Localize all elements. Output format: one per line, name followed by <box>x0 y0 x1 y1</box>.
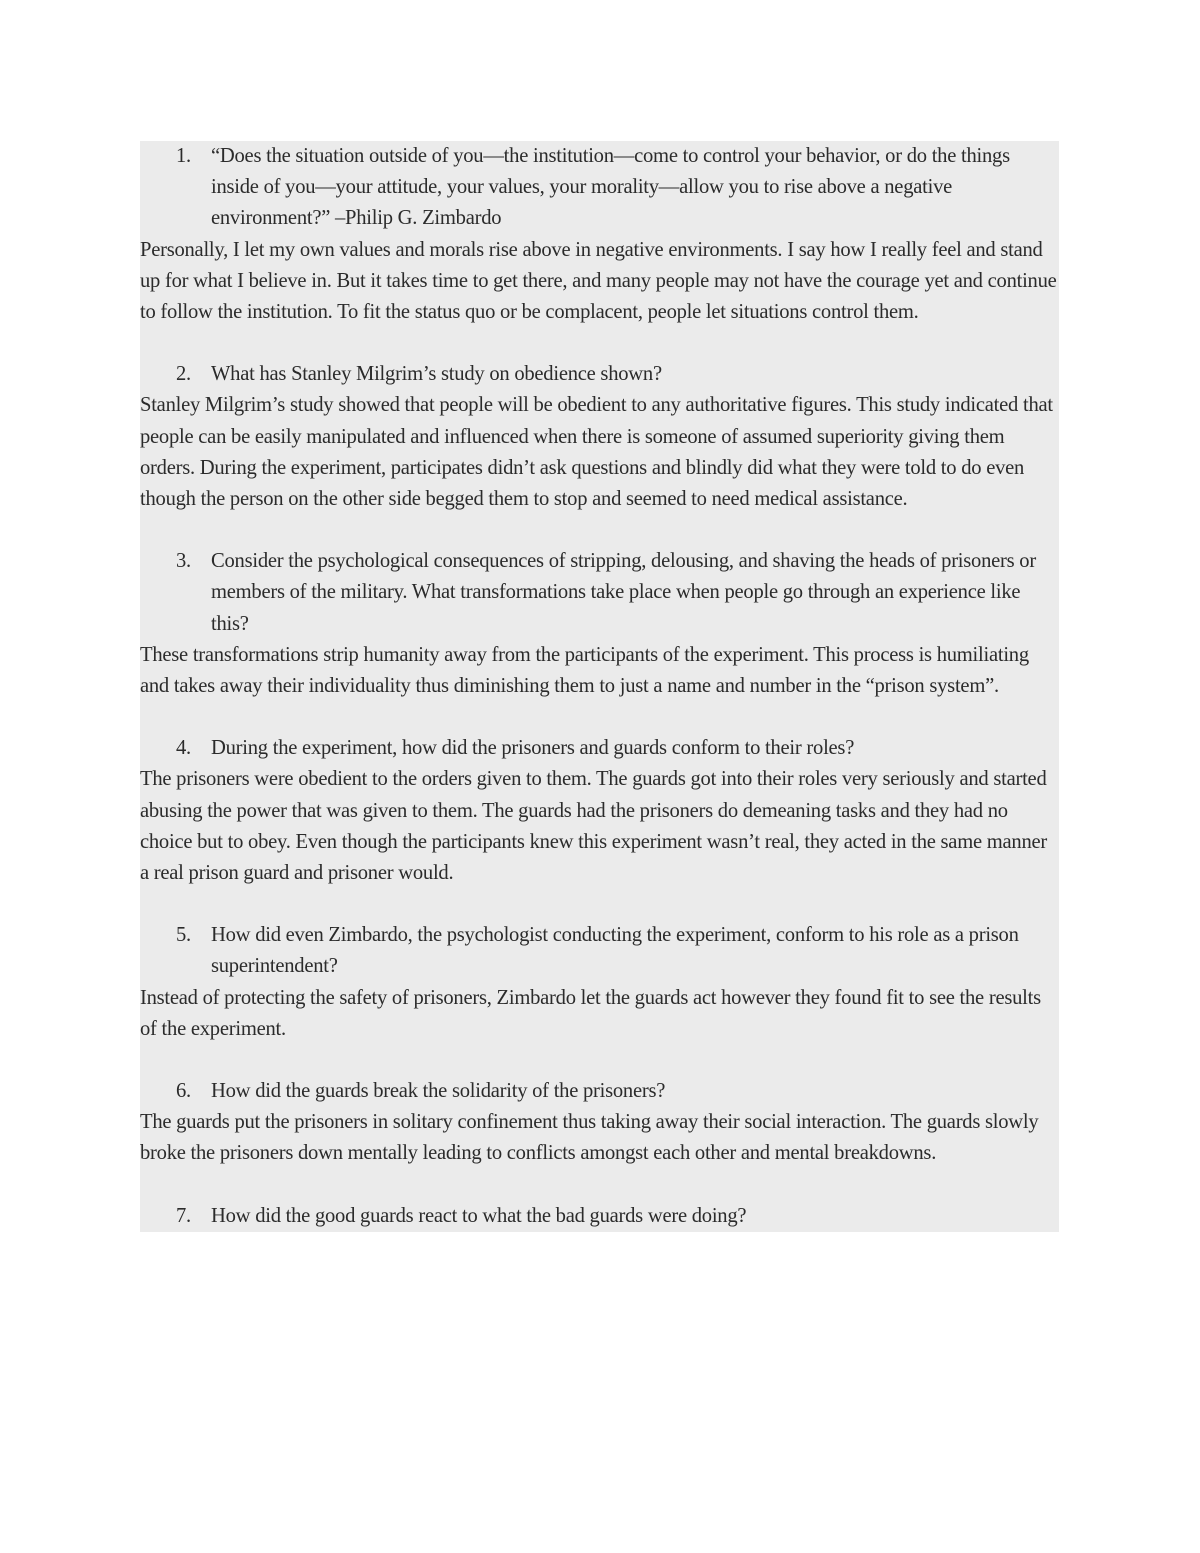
question-7 <box>176 1201 1059 1232</box>
question-number: 3. <box>176 550 191 573</box>
answer-4: The prisoners were obedient to the orders given to them. The guards got into their roles very seriously and started abusing the power that was given to them. The guards had the prisoners do demeaning tasks and they had no choice but to obey. Even though the participants knew this experiment wasn’t real, they acted in the same manner a real prison guard and prisoner would. <box>140 768 1048 885</box>
question-4 <box>176 733 1059 764</box>
answer-6: The guards put the prisoners in solitary confinement thus taking away their social interaction. The guards slowly broke the prisoners down mentally leading to conflicts amongst each other and mental breakdowns. <box>140 1111 1039 1165</box>
paragraph-gap <box>140 515 1059 546</box>
question-number: 6. <box>176 1080 191 1103</box>
question-text: How did the good guards react to what the bad guards were doing? <box>211 1204 747 1227</box>
question-text: Consider the psychological consequences of stripping, delousing, and shaving the heads of prisoners or members of the military. What transformations take place when people go through an experience like this? <box>211 550 1036 635</box>
question-text: How did the guards break the solidarity of the prisoners? <box>211 1080 666 1103</box>
paragraph-gap <box>140 889 1059 920</box>
document-body <box>140 141 1059 1232</box>
question-text: During the experiment, how did the prisoners and guards conform to their roles? <box>211 737 855 760</box>
answer-1: Personally, I let my own values and morals rise above in negative environments. I say how I really feel and stand up for what I believe in. But it takes time to get there, and many people may not have the courage yet and continue to follow the institution. To fit the status quo or be complacent, people let situations control them. <box>140 238 1057 324</box>
question-number: 2. <box>176 363 191 386</box>
question-6 <box>176 1076 1059 1107</box>
question-number: 1. <box>176 145 191 167</box>
question-number: 5. <box>176 924 191 947</box>
question-2 <box>176 359 1059 390</box>
question-text: How did even Zimbardo, the psychologist conducting the experiment, conform to his role as a prison superintendent? <box>211 924 1019 978</box>
question-number: 7. <box>176 1204 191 1227</box>
answer-3: These transformations strip humanity away from the participants of the experiment. This process is humiliating and takes away their individuality thus diminishing them to just a name and number in the “prison system”. <box>140 643 1029 698</box>
question-1 <box>176 141 1059 235</box>
question-text: What has Stanley Milgrim’s study on obedience shown? <box>211 363 662 386</box>
question-number: 4. <box>176 737 191 760</box>
paragraph-gap <box>140 328 1059 359</box>
question-5 <box>176 920 1059 982</box>
answer-5: Instead of protecting the safety of prisoners, Zimbardo let the guards act however they found fit to see the results of the experiment. <box>140 986 1041 1040</box>
paragraph-gap <box>140 702 1059 733</box>
answer-2: Stanley Milgrim’s study showed that people will be obedient to any authoritative figures. This study indicated that people can be easily manipulated and influenced when there is someone of assumed superiority giving them orders. During the experiment, participates didn’t ask questions and blindly did what they were told to do even though the person on the other side begged them to stop and seemed to need medical assistance. <box>140 394 1053 511</box>
question-3 <box>176 546 1059 640</box>
question-text: “Does the situation outside of you—the institution—come to control your behavior, or do the things inside of you—your attitude, your values, your morality—allow you to rise above a negative environment?” –Philip G. Zimbardo <box>211 145 1010 230</box>
paragraph-gap <box>140 1170 1059 1201</box>
paragraph-gap <box>140 1045 1059 1076</box>
